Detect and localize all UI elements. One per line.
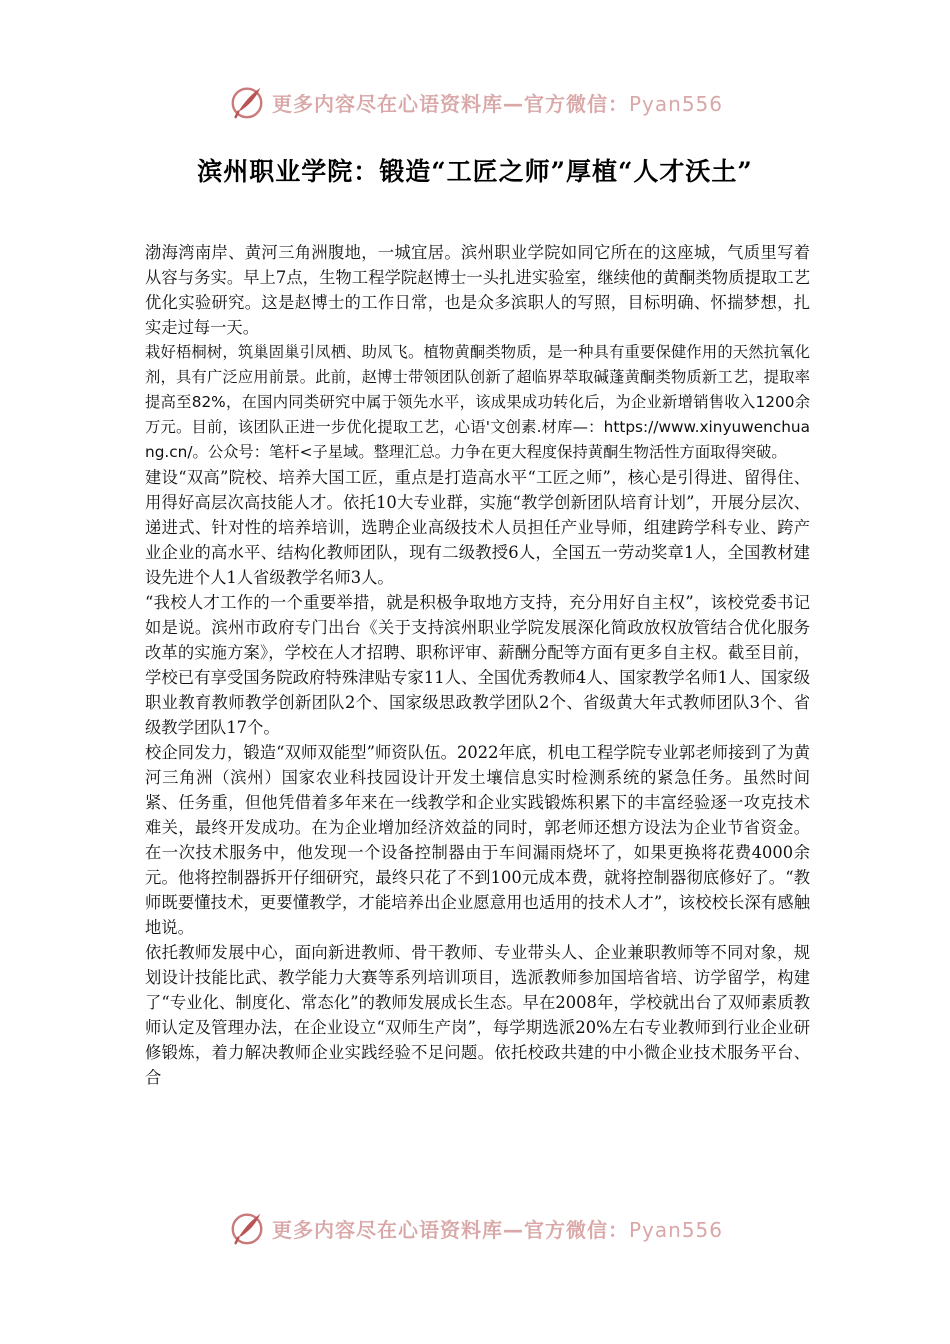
- paragraph: 栽好梧桐树，筑巢固巢引凤栖、助凤飞。植物黄酮类物质，是一种具有重要保健作用的天然抗氧化剂，具有广泛应用前景。此前，赵博士带领团队创新了超临界萃取碱蓬黄酮类物质新工艺，提取率提高至82%，在国内同类研究中属于领先水平，该成果成功转化后，为企业新增销售收入1200余万元。目前，该团队正进一步优化提取工艺，心语'文创素.材库—：https://www.xinyuwenchuang.cn/。公众号：笔杆<子星域。整理汇总。力争在更大程度保持黄酮生物活性方面取得突破。: [145, 343, 810, 461]
- banner-text: 更多内容尽在心语资料库—官方微信：Pyan556: [272, 1217, 724, 1242]
- paragraph: “我校人才工作的一个重要举措，就是积极争取地方支持，充分用好自主权”，该校党委书记如是说。滨州市政府专门出台《关于支持滨州职业学院发展深化简政放权放管结合优化服务改革的实施方案》，学校在人才招聘、职称评审、薪酬分配等方面有更多自主权。截至目前，学校已有享受国务院政府特殊津贴专家11人、全国优秀教师4人、国家教学名师1人、国家级职业教育教师教学创新团队2个、国家级思政教学团队2个、省级黄大年式教师团队3个、省级教学团队17个。: [145, 593, 810, 737]
- paragraph: 依托教师发展中心，面向新进教师、骨干教师、专业带头人、企业兼职教师等不同对象，规划设计技能比武、教学能力大赛等系列培训项目，选派教师参加国培省培、访学留学，构建了“专业化、制度化、常态化”的教师发展成长生态。早在2008年，学校就出台了双师素质教师认定及管理办法，在企业设立“双师生产岗”，每学期选派20%左右专业教师到行业企业研修锻炼，着力解决教师企业实践经验不足问题。依托校政共建的中小微企业技术服务平台、合: [145, 943, 810, 1087]
- wechat-id: Pyan556: [629, 91, 724, 116]
- article-body: [145, 240, 810, 1090]
- paragraph: 建设“双高”院校、培养大国工匠，重点是打造高水平“工匠之师”，核心是引得进、留得住、用得好高层次高技能人才。依托10大专业群，实施“教学创新团队培育计划”，开展分层次、递进式、针对性的培养培训，选聘企业高级技术人员担任产业导师，组建跨学科专业、跨产业企业的高水平、结构化教师团队，现有二级教授6人，全国五一劳动奖章1人，全国教材建设先进个人1人省级教学名师3人。: [145, 468, 810, 587]
- banner-text: 更多内容尽在心语资料库—官方微信：Pyan556: [272, 91, 724, 116]
- paragraph: 渤海湾南岸、黄河三角洲腹地，一城宜居。滨州职业学院如同它所在的这座城，气质里写着从容与务实。早上7点，生物工程学院赵博士一头扎进实验室，继续他的黄酮类物质提取工艺优化实验研究。这是赵博士的工作日常，也是众多滨职人的写照，目标明确、怀揣梦想，扎实走过每一天。: [145, 243, 810, 337]
- header-banner: [228, 82, 728, 122]
- paragraph: 校企同发力，锻造“双师双能型”师资队伍。2022年底，机电工程学院专业郭老师接到了为黄河三角洲（滨州）国家农业科技园设计开发土壤信息实时检测系统的紧急任务。虽然时间紧、任务重，但他凭借着多年来在一线教学和企业实践锻炼积累下的丰富经验逐一攻克技术难关，最终开发成功。在为企业增加经济效益的同时，郭老师还想方设法为企业节省资金。在一次技术服务中，他发现一个设备控制器由于车间漏雨烧坏了，如果更换将花费4000余元。他将控制器拆开仔细研究，最终只花了不到100元成本费，就将控制器彻底修好了。“教师既要懂技术，更要懂教学，才能培养出企业愿意用也适用的技术人才”，该校校长深有感触地说。: [145, 743, 810, 937]
- wechat-id: Pyan556: [629, 1217, 724, 1242]
- article-title: 滨州职业学院：锻造“工匠之师”厚植“人才沃土”: [197, 157, 753, 186]
- quill-logo-icon: [228, 1209, 266, 1247]
- footer-banner: [228, 1208, 728, 1248]
- quill-logo-icon: [228, 83, 266, 121]
